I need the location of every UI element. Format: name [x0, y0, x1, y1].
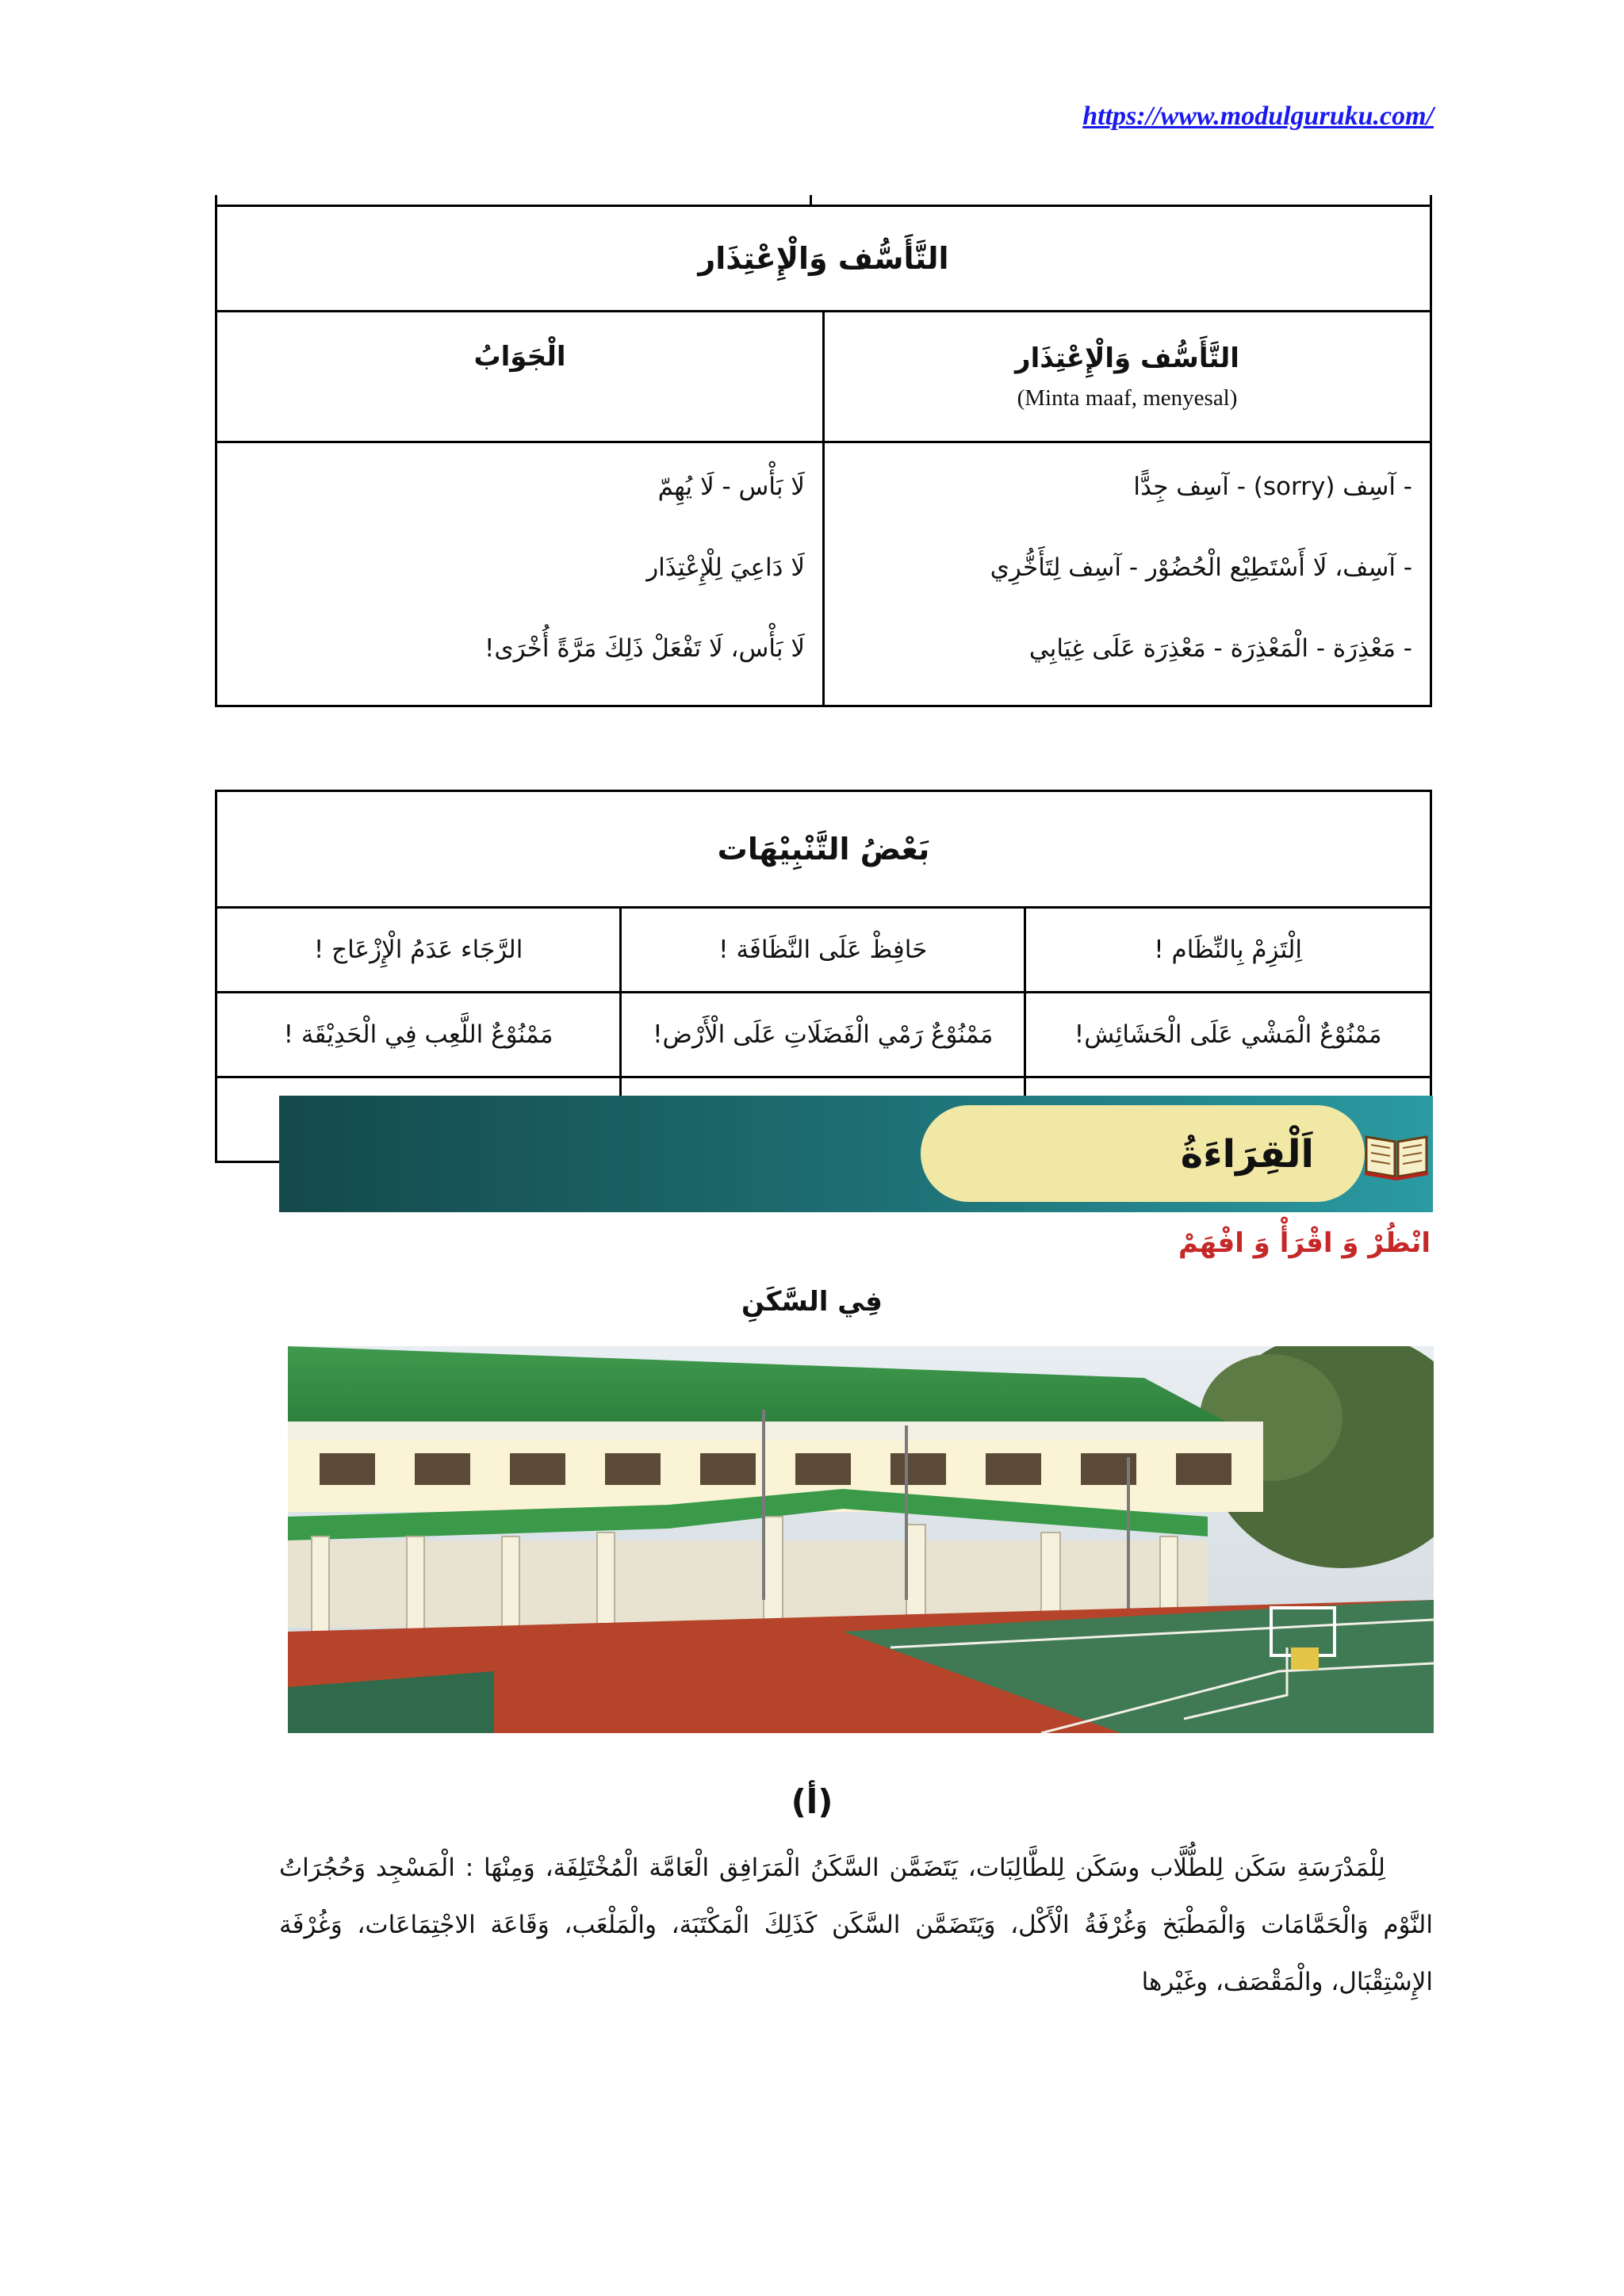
apology-expressions-subtitle: (Minta maaf, menyesal)	[1017, 385, 1238, 411]
website-url-link[interactable]: https://www.modulguruku.com/	[1082, 101, 1434, 131]
reading-paragraph: لِلْمَدْرَسَةِ سَكَن لِلطُّلَّاب وسَكَن لِلطَّالِبَات، يَتَضَمَّن السَّكَنُ الْمَرَافِق الْعَامَّة الْمُخْتَلِفَة، وَمِنْهَا : الْمَسْجِد وَحُجُرَاتُ النَّوْم وَالْحَمَّامَات وَالْمَطْبَخ وَغُرْفَةُ الْأَكْل، وَيَتَضَمَّن السَّكَن كَذَلِكَ الْمَكْتَبَة، والْمَلْعَب، وَقَاعَة الاجْتِمَاعَات، وَغُرْفَة الإِسْتِقْبَال، والْمَقْصَف، وغَيْرها	[279, 1854, 1433, 1996]
open-book-icon	[1363, 1126, 1430, 1181]
notice-cell: اِلْتَزِمْ بِالنِّظَام !	[1025, 908, 1431, 993]
reading-section-banner	[279, 1096, 1433, 1212]
reading-instruction: انْظُرْ وَ اقْرَأْ وَ افْهَمْ	[1178, 1227, 1431, 1259]
apology-table	[215, 205, 1432, 707]
notices-table-title: بَعْضُ التَّنْبِيْهَات	[216, 791, 1431, 908]
reading-section-title: اَلْقِرَاءَةُ	[1180, 1131, 1314, 1177]
notice-cell: مَمْنُوْعٌ رَمْي الْفَضَلَاتِ عَلَى الْأَرْض!	[621, 993, 1025, 1077]
notice-cell: مَمْنُوْعٌ اللَّعِب فِي الْحَدِيْقَة !	[216, 993, 621, 1077]
responses-list	[216, 442, 824, 706]
apology-expressions-list	[824, 442, 1431, 706]
apology-expression: - آسِف، لَا أَسْتَطِيْع الْحُضُوْر - آسِف لِتَأَخُّرِي	[990, 553, 1412, 582]
apology-expressions-header	[824, 312, 1431, 442]
notice-cell: حَافِظْ عَلَى النَّظَافَة !	[621, 908, 1025, 993]
school-dormitory-photo	[288, 1346, 1434, 1733]
notice-cell: مَمْنُوْعٌ الْمَشْي عَلَى الْحَشَائِش!	[1025, 993, 1431, 1077]
apology-expressions-title: التَّأَسُّف وَالْإِعْتِذَار	[1015, 342, 1239, 374]
photo-caption: فِي السَّكَنِ	[741, 1286, 883, 1318]
response-expression: لَا دَاعِيَ لِلْإِعْتِذَار	[646, 553, 805, 582]
response-expression: لَا بَأْس، لَا تَفْعَلْ ذَلِكَ مَرَّةً أُخْرَى!	[484, 634, 805, 663]
reading-section-label: (أ)	[791, 1782, 833, 1821]
apology-table-title: التَّأَسُّف وَالْإِعْتِذَار	[216, 206, 1431, 312]
notice-cell: الرَّجَاء عَدَمُ الْإِزْعَاج !	[216, 908, 621, 993]
response-expression: لَا بَأْس - لَا يُهِمّ	[657, 473, 805, 501]
apology-expression: - آسِف (sorry) - آسِف جِدًّا	[1133, 473, 1412, 501]
apology-expression: - مَعْذِرَة - الْمَعْذِرَة - مَعْذِرَة عَلَى غِيَابِي	[1028, 634, 1412, 663]
response-header: الْجَوَابُ	[216, 312, 824, 442]
